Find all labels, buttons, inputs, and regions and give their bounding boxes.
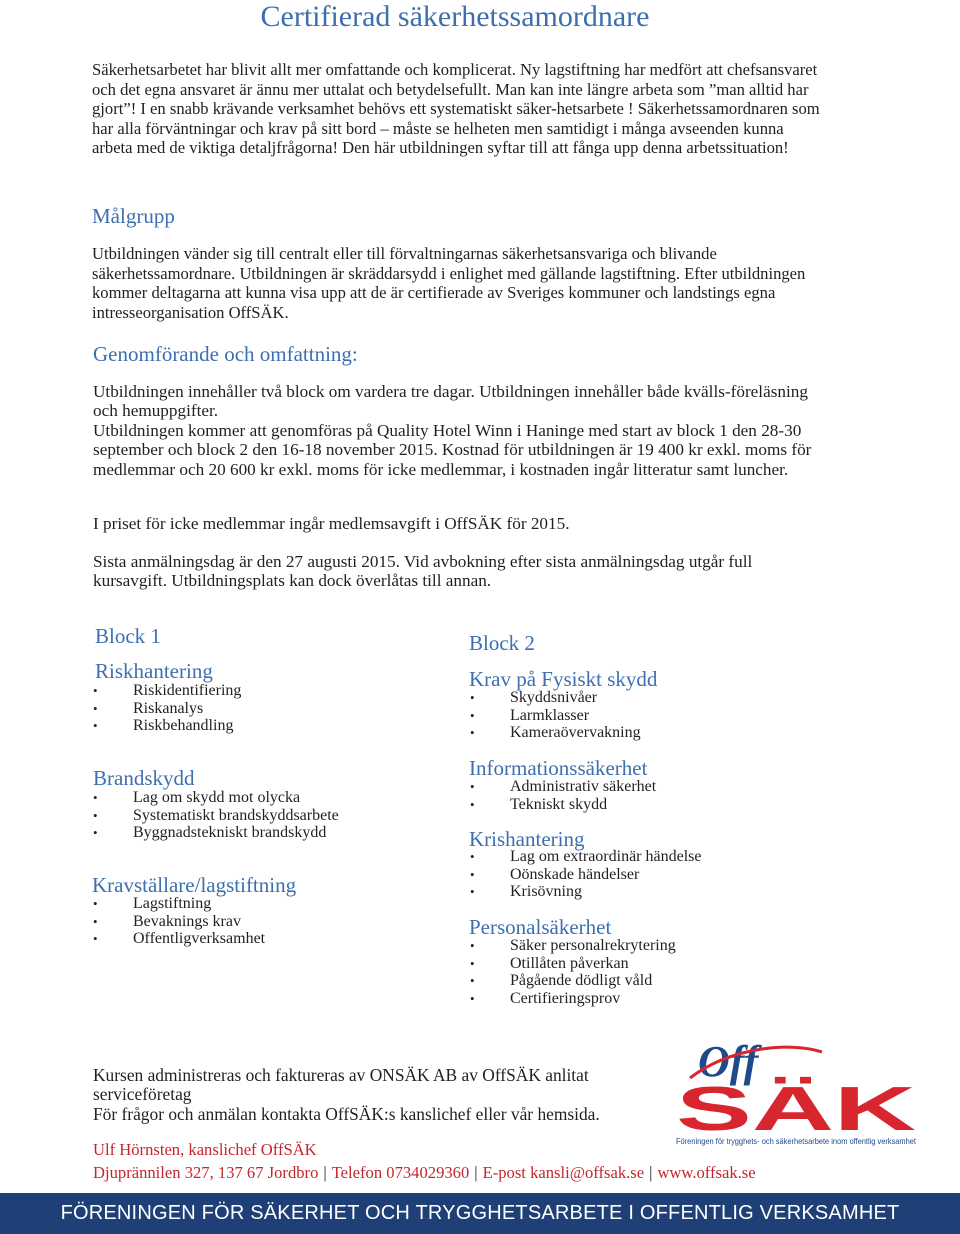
list-item: • Lagstiftning [93,895,212,912]
block2-section-personalsakerhet: Personalsäkerhet [469,915,612,939]
list-item: • Systematiskt brandskyddsarbete [93,806,339,824]
block1-section-kravstallare: Kravställare/lagstiftning [92,873,297,897]
list-item: • Kameraövervakning [470,724,641,742]
block1-section-riskhantering: Riskhantering [95,659,213,683]
list-item: • Krisövning [470,883,582,901]
list-item: • Bevaknings krav [93,912,241,930]
list-item: • Säker personalrekrytering [470,937,676,954]
block2-section-fysiskt-skydd: Krav på Fysiskt skydd [469,667,658,691]
contact-name: Ulf Hörnsten, kanslichef OffSÄK [93,1140,317,1159]
contact-address: Djuprännilen 327, 137 67 Jordbro [93,1163,319,1182]
list-item: • Certifieringsprov [470,989,621,1007]
deadline-paragraph: Sista anmälningsdag är den 27 augusti 2015. Vid avbokning efter sista anmälningsdag utgår full kursavgift. Utbildningsplats kan dock överlåtas till annan. [93,552,753,591]
block1-section-brandskydd: Brandskydd [93,766,195,790]
footer-contact-line: För frågor och anmälan kontakta OffSÄK:s kanslichef eller vår hemsida. [93,1103,600,1124]
genomforande-text [93,382,823,479]
list-item: • Skyddsnivåer [470,689,598,706]
contact-phone: Telefon 0734029360 [331,1163,470,1182]
block2-list-informationssakerhet [470,778,656,813]
page-title: Certifierad säkerhetssamordnare [260,0,650,33]
block2-list-personalsakerhet [470,937,676,1007]
block1-heading: Block 1 [95,624,161,648]
list-item: • Lag om skydd mot olycka [93,789,301,806]
logo-off-text: Off [698,1038,759,1086]
contact-details: Djuprännilen 327, 137 67 Jordbro | Telefon 0734029360 | E-post kansli@offsak.se | www.offsak.se [93,1163,756,1182]
intro-paragraph: Säkerhetsarbetet har blivit allt mer omfattande och komplicerat. Ny lagstiftning har medfört att chefsansvaret och det egna ansvaret är ännu mer uttalat och betydelsefullt. Man kan inte längre arbeta som ”man alltid har gjort”! I en snabb krävande verksamhet behövs ett systematiskt säker-hetsarbete ! Säkerhetssamordnaren som har alla förväntningar och krav på sitt bord – måste se helheten men samtidigt i många avseenden kunna arbeta med de viktiga detaljfrågorna! Den här utbildningen syftar till att fånga upp denna arbetssituation! [92,60,820,158]
block2-heading: Block 2 [469,631,535,655]
list-item: • Byggnadstekniskt brandskydd [93,824,327,842]
block2-section-krishantering: Krishantering [469,827,585,851]
block2-list-fysiskt-skydd [470,689,641,742]
list-item: • Riskidentifiering [93,682,242,699]
list-item: • Administrativ säkerhet [470,778,657,795]
list-item: • Pågående dödligt våld [470,972,653,990]
genomforande-heading: Genomförande och omfattning: [93,342,358,366]
list-item: • Larmklasser [470,706,590,724]
list-item: • Offentligverksamhet [93,930,266,948]
list-item: • Riskbehandling [93,717,234,735]
malgrupp-text [92,244,822,322]
malgrupp-paragraph: Utbildningen vänder sig till centralt eller till förvaltningarnas säkerhetsansvariga och blivande säkerhetssamordnare. Utbildningen är skräddarsydd i enlighet med gällande lagstiftning. Efter utbildningen kommer deltagarna att kunna visa upp att de är certifierade av Sveriges kommuner och landstings egna intresseorganisation OffSÄK. [92,244,806,322]
list-item: • Lag om extraordinär händelse [470,848,702,865]
intro-text [92,60,827,158]
block1-list-riskhantering [93,682,241,735]
deadline-note [93,552,823,591]
genomforande-paragraph-1: Utbildningen innehåller två block om vardera tre dagar. Utbildningen innehåller både kvälls-föreläsning och hemuppgifter. [93,382,808,421]
footer-info [93,1066,653,1124]
footer-admin-line: Kursen administreras och faktureras av ONSÄK AB av OffSÄK anlitat serviceföretag [93,1065,589,1105]
block1-list-kravstallare [93,895,265,948]
list-item: • Riskanalys [93,699,204,717]
price-note-paragraph: I priset för icke medlemmar ingår medlemsavgift i OffSÄK för 2015. [93,514,570,533]
website-link[interactable]: www.offsak.se [657,1163,756,1182]
price-note [93,514,823,533]
genomforande-paragraph-2: Utbildningen kommer att genomföras på Quality Hotel Winn i Haninge med start av block 1 den 28-30 september och block 2 den 16-18 november 2015. Kostnad för utbildningen är 19 400 kr exkl. moms för medlemmar och 20 600 kr exkl. moms för icke medlemmar, i kostnaden ingår litteratur samt luncher. [93,420,812,479]
list-item: • Otillåten påverkan [470,954,629,972]
footer-banner: FÖRENINGEN FÖR SÄKERHET OCH TRYGGHETSARBETE I OFFENTLIG VERKSAMHET [0,1193,960,1234]
block2-list-krishantering [470,848,701,901]
block2-section-informationssakerhet: Informationssäkerhet [469,756,648,780]
logo-sak-text: SÄK [676,1075,917,1144]
malgrupp-heading: Målgrupp [92,204,175,228]
offsak-logo [672,1038,922,1150]
logo-tagline: Föreningen för trygghets- och säkerhetsarbete inom offentlig verksamhet [676,1136,917,1146]
list-item: • Oönskade händelser [470,865,640,883]
block1-list-brandskydd [93,789,339,842]
list-item: • Tekniskt skydd [470,795,608,813]
contact-email-link[interactable]: E-post kansli@offsak.se [482,1163,645,1182]
